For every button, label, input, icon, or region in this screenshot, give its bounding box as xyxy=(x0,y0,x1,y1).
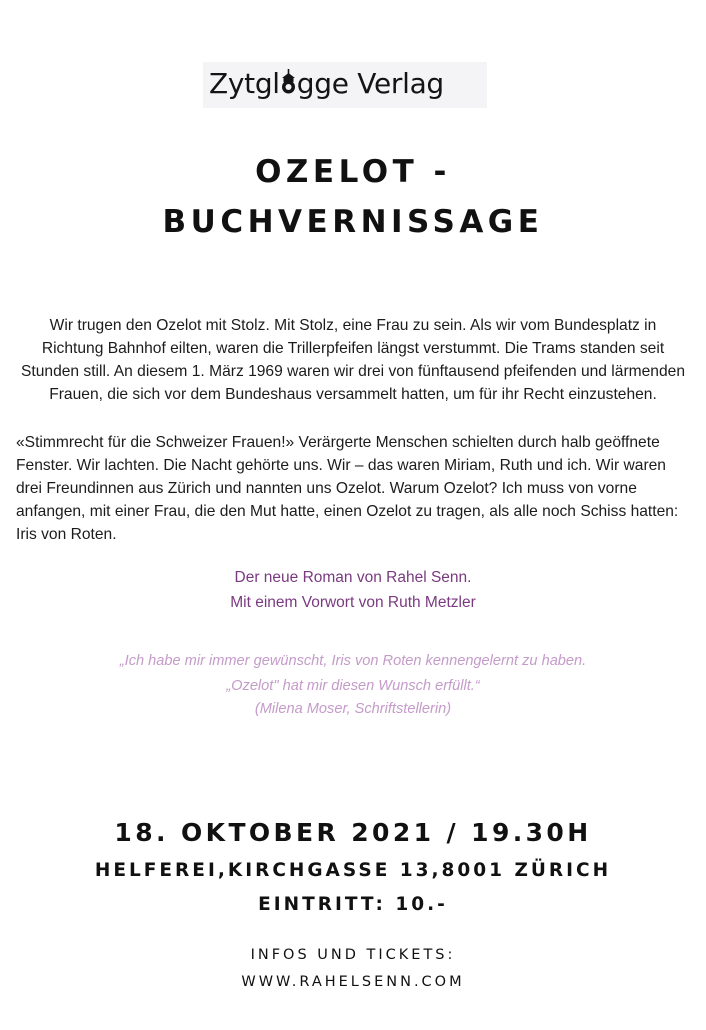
event-entry: EINTRITT: 10.- xyxy=(258,894,448,915)
title-line-2: BUCHVERNISSAGE xyxy=(162,204,544,240)
event-date: 18. OKTOBER 2021 / 19.30H xyxy=(114,818,592,847)
body-paragraph: «Stimmrecht für die Schweizer Frauen!» Verärgerte Menschen schielten durch halb geöffnete Fenster. Wir lachten. Die Nacht gehörte uns. Wir – das waren Miriam, Ruth und ich. Wir waren drei Freundinnen aus Zürich und nannten uns Ozelot. Warum Ozelot? Ich muss von vorne anfangen, mit einer Frau, die den Mut hatte, einen Ozelot zu tragen, als alle noch Schiss hatten: Iris von Roten. xyxy=(16,434,679,543)
logo-text-before: Zytgl xyxy=(209,67,280,100)
title-line-1: OZELOT - xyxy=(255,154,451,190)
info-label: INFOS UND TICKETS: xyxy=(250,947,456,963)
quote-line-1: „Ich habe mir immer gewünscht, Iris von Roten kennengelernt zu haben. xyxy=(119,653,587,669)
author-line-1: Der neue Roman von Rahel Senn. xyxy=(234,569,472,586)
event-venue: HELFEREI,KIRCHGASSE 13,8001 ZÜRICH xyxy=(94,860,612,881)
quote-attribution: (Milena Moser, Schriftstellerin) xyxy=(254,701,452,717)
bell-icon xyxy=(281,69,296,95)
publisher-logo xyxy=(203,62,487,108)
intro-paragraph: Wir trugen den Ozelot mit Stolz. Mit Stolz, eine Frau zu sein. Als wir vom Bundesplatz in Richtung Bahnhof eilten, waren die Trillerpfeifen längst verstummt. Die Trams standen seit Stunden still. An diesem 1. März 1969 waren wir drei von fünftausend pfeifenden und lärmenden Frauen, die sich vor dem Bundeshaus versammelt hatten, um für ihr Recht einzustehen. xyxy=(20,317,685,403)
author-line-2: Mit einem Vorwort von Ruth Metzler xyxy=(230,594,476,611)
logo-text-after: gge Verlag xyxy=(296,67,444,100)
info-website: WWW.RAHELSENN.COM xyxy=(241,974,465,990)
quote-line-2: „Ozelot" hat mir diesen Wunsch erfüllt.“ xyxy=(226,678,480,694)
publisher-logo-text xyxy=(209,64,444,104)
